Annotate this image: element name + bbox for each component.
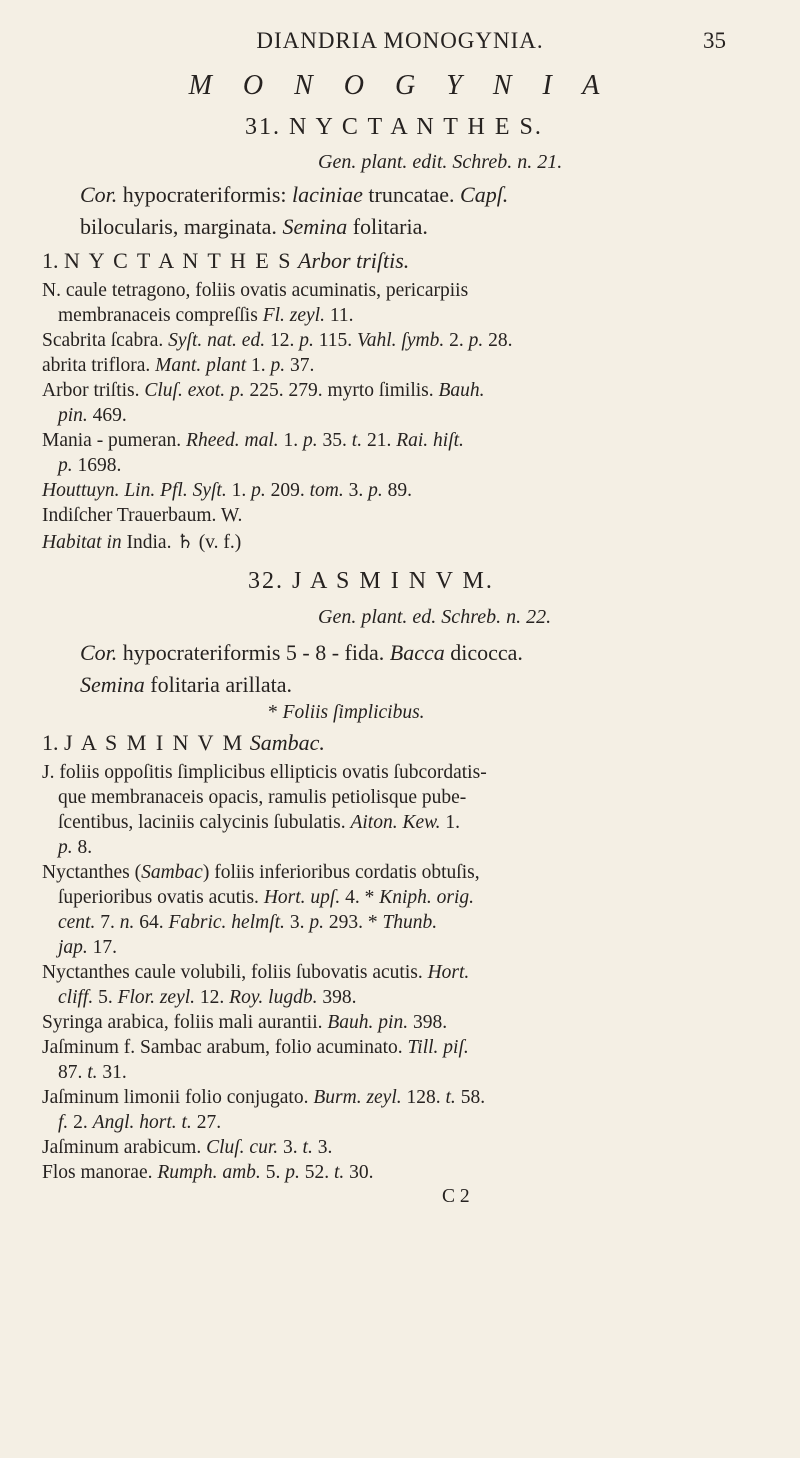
text-line: membranaceis compreſſis Fl. zeyl. 11. (58, 305, 354, 326)
text-line: que membranaceis opacis, ramulis petiolisque pube- (58, 787, 467, 808)
text-line: Arbor triſtis. Cluſ. exot. p. 225. 279. myrto ſimilis. Bauh. (42, 380, 485, 401)
running-title: DIANDRIA MONOGYNIA. (256, 28, 544, 53)
text-line: Cor. hypocrateriformis: laciniae truncatae. Capſ. (80, 182, 509, 207)
text-line: cliff. 5. Flor. zeyl. 12. Roy. lugdb. 398. (58, 987, 357, 1008)
text-line: Flos manorae. Rumph. amb. 5. p. 52. t. 30. (42, 1162, 374, 1183)
text-line: p. 1698. (58, 455, 122, 476)
text-line: Houttuyn. Lin. Pfl. Syſt. 1. p. 209. tom. 3. p. 89. (42, 480, 412, 501)
text-line: 87. t. 31. (58, 1062, 127, 1083)
text-line: ſuperioribus ovatis acutis. Hort. upſ. 4. * Kniph. orig. (58, 887, 475, 908)
text-line: f. 2. Angl. hort. t. 27. (58, 1112, 222, 1133)
page-number: 35 (703, 28, 726, 53)
text-line: 31. N Y C T A N T H E S. (245, 114, 543, 140)
text-line: Jaſminum limonii folio conjugato. Burm. zeyl. 128. t. 58. (42, 1087, 486, 1108)
text-line: p. 8. (58, 837, 93, 858)
text-line: bilocularis, marginata. Semina folitaria. (80, 214, 428, 239)
text-line: J. foliis oppoſitis ſimplicibus ellipticis ovatis ſubcordatis- (42, 762, 487, 783)
text-line: Indiſcher Trauerbaum. W. (42, 505, 243, 526)
text-line: Gen. plant. edit. Schreb. n. 21. (318, 151, 563, 173)
text-line: Semina folitaria arillata. (80, 672, 292, 697)
text-line: Jaſminum f. Sambac arabum, folio acuminato. Till. piſ. (42, 1037, 469, 1058)
text-line: Habitat in India. ♄ (v. f.) (42, 532, 242, 553)
text-line: Gen. plant. ed. Schreb. n. 22. (318, 606, 552, 628)
text-line: ſcentibus, laciniis calycinis ſubulatis. Aiton. Kew. 1. (58, 812, 461, 833)
text-line: 1. J A S M I N V M Sambac. (42, 730, 325, 755)
text-line: Nyctanthes caule volubili, foliis ſubovatis acutis. Hort. (42, 962, 470, 983)
text-line: 1. N Y C T A N T H E S Arbor triſtis. (42, 248, 410, 273)
text-line: abrita triflora. Mant. plant 1. p. 37. (42, 355, 315, 376)
text-line: pin. 469. (58, 405, 127, 426)
running-header (0, 22, 800, 62)
text-line: 32. J A S M I N V M. (248, 568, 494, 594)
text-line: * Foliis ſimplicibus. (268, 702, 425, 723)
text-line: C 2 (442, 1186, 470, 1207)
text-line: Jaſminum arabicum. Cluſ. cur. 3. t. 3. (42, 1137, 333, 1158)
text-line: Syringa arabica, foliis mali aurantii. Bauh. pin. 398. (42, 1012, 448, 1033)
text-line: N. caule tetragono, foliis ovatis acuminatis, pericarpiis (42, 280, 469, 301)
text-line: Scabrita ſcabra. Syſt. nat. ed. 12. p. 115. Vahl. ſymb. 2. p. 28. (42, 330, 513, 351)
text-line: jap. 17. (58, 937, 118, 958)
text-line: cent. 7. n. 64. Fabric. helmſt. 3. p. 293. * Thunb. (58, 912, 438, 933)
text-line: Mania - pumeran. Rheed. mal. 1. p. 35. t. 21. Rai. hiſt. (42, 430, 464, 451)
text-line: Cor. hypocrateriformis 5 - 8 - fida. Bacca dicocca. (80, 640, 523, 665)
text-line: Nyctanthes (Sambac) foliis inferioribus cordatis obtuſis, (42, 862, 480, 883)
section-title: M O N O G Y N I A (188, 70, 612, 101)
